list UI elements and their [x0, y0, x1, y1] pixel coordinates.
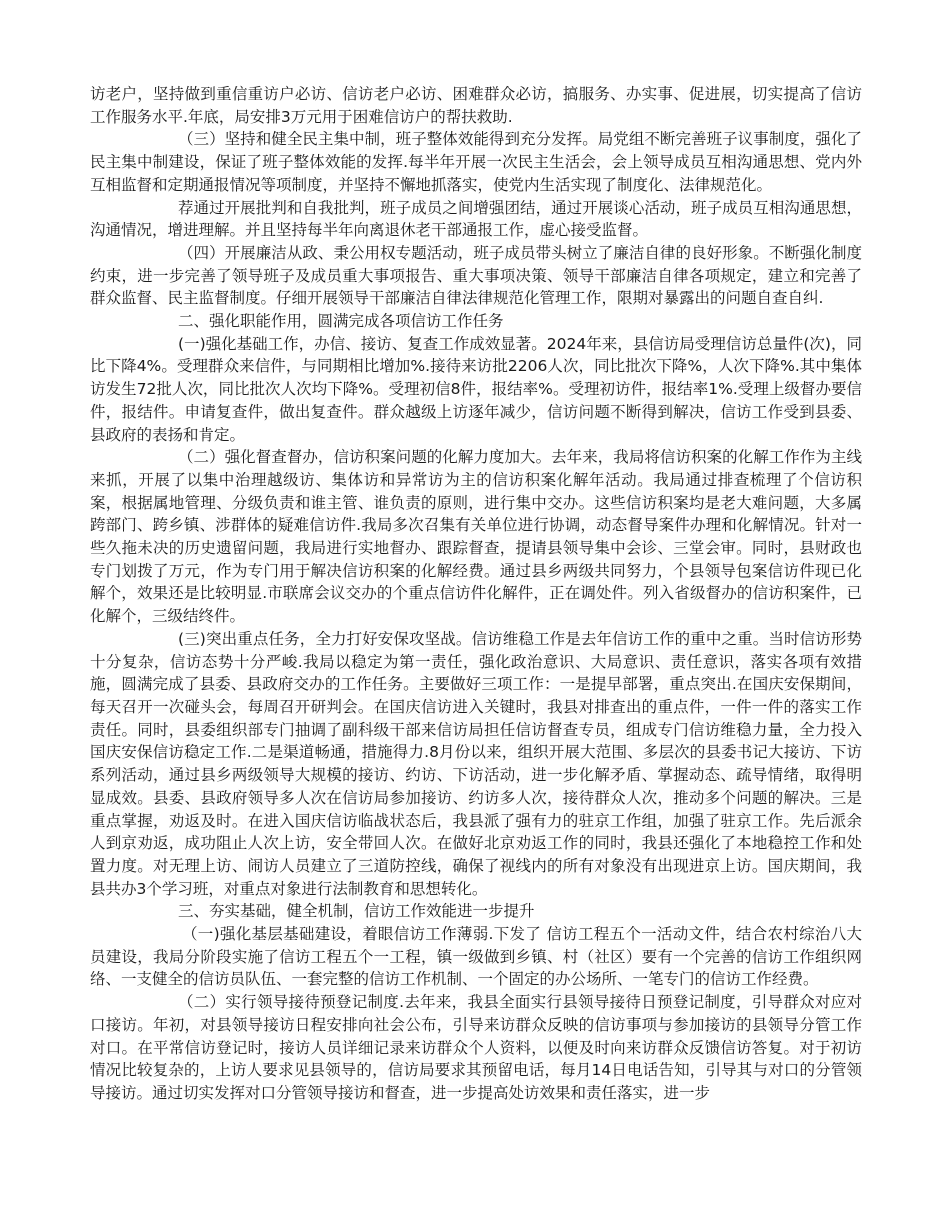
paragraph-continued-intro: 访老户，坚持做到重信重访户必访、信访老户必访、困难群众必访，搞服务、办实事、促进展，切实提高了信访工作服务水平.年底，局安排3万元用于困难信访户的帮扶救助.: [90, 85, 862, 126]
paragraph-grassroots-building: （一)强化基层基础建设，着眼信访工作薄弱.下发了 信访工程五个一活动文件，结合农村综治八大员建设，我局分阶段实施了信访工程五个一工程，镇一级做到乡镇、村（社区）要有一个完善的信访工作组织网络、一支健全的信访员队伍、一套完整的信访工作机制、一个固定的办公场所、一笔专门的信访工作经费。: [90, 925, 862, 989]
paragraph-key-tasks: (三)突出重点任务，全力打好安保攻坚战。信访维稳工作是去年信访工作的重中之重。当时信访形势十分复杂，信访态势十分严峻.我局以稳定为第一责任，强化政治意识、大局意识、责任意识，落实各项有效措施，圆满完成了县委、县政府交办的工作任务。主要做好三项工作：一是提早部署，重点突出.在国庆安保期间，每天召开一次碰头会，每周召开研判会。在国庆信访进入关键时，我县对排查出的重点件，一件一件的落实工作责任。同时，县委组织部专门抽调了副科级干部来信访局担任信访督查专员，组成专门信访维稳力量，全力投入国庆安保信访稳定工作.二是渠道畅通，措施得力.8月份以来，组织开展大范围、多层次的县委书记大接访、下访系列活动，通过县乡两级领导大规模的接访、约访、下访活动，进一步化解矛盾、掌握动态、疏导情绪，取得明显成效。县委、县政府领导多人次在信访局参加接访、约访多人次，接待群众人次，推动多个问题的解决。三是重点掌握，劝返及时。在进入国庆信访临战状态后，我县派了强有力的驻京工作组，加强了驻京工作。先后派余人到京劝返，成功阻止人次上访，安全带回人次。在做好北京劝返工作的同时，我县还强化了本地稳控工作和处置力度。对无理上访、闹访人员建立了三道防控线，确保了视线内的所有对象没有出现进京上访。国庆期间，我县共办3个学习班，对重点对象进行法制教育和思想转化。: [90, 629, 862, 898]
section-heading-3: 三、夯实基础，健全机制，信访工作效能进一步提升: [178, 902, 535, 921]
paragraph-supervision: （二）强化督查督办，信访积案问题的化解力度加大。去年来，我局将信访积案的化解工作作为主线来抓，开展了以集中治理越级访、集体访和异常访为主的信访积案化解年活动。我局通过排查梳理了个信访积案，根据属地管理、分级负责和谁主管、谁负责的原则，进行集中交办。这些信访积案均是老大难问题，大多属跨部门、跨乡镇、涉群体的疑难信访件.我局多次召集有关单位进行协调，动态督导案件办理和化解情况。针对一些久拖未决的历史遗留问题，我局进行实地督办、跟踪督查，提请县领导集中会诊、三堂会审。同时，县财政也专门划拨了万元，作为专门用于解决信访积案的化解经费。通过县乡两级共同努力，个县领导包案信访件现已化解个，效果还是比较明显.市联席会议交办的个重点信访件化解件，正在调处件。列入省级督办的信访积案件，已化解个，三级结终件。: [90, 448, 862, 626]
paragraph-pre-registration: （二）实行领导接待预登记制度.去年来，我县全面实行县领导接待日预登记制度，引导群众对应对口接访。年初，对县领导接访日程安排向社会公布，引导来访群众反映的信访事项与参加接访的县领导分管工作对口。在平常信访登记时，接访人员详细记录来访群众个人资料，以便及时向来访群众反馈信访答复。对于初访情况比较复杂的，上访人要求见县领导的，信访局要求其预留电话，每月14日电话告知，引导其与对口的分管领导接访。通过切实发挥对口分管领导接访和督查，进一步提高处访效果和责任落实，进一步: [90, 993, 862, 1102]
section-heading-2: 二、强化职能作用，圆满完成各项信访工作任务: [178, 312, 504, 331]
paragraph-section-4-integrity: （四）开展廉洁从政、秉公用权专题活动，班子成员带头树立了廉洁自律的良好形象。不断强化制度约束，进一步完善了领导班子及成员重大事项报告、重大事项决策、领导干部廉洁自律各项规定，建立和完善了群众监督、民主监督制度。仔细开展领导干部廉洁自律法律规范化管理工作，限期对暴露出的问题自查自纠.: [90, 243, 862, 308]
paragraph-basic-work: (一)强化基础工作，办信、接访、复查工作成效显著。2024年来，县信访局受理信访总量件(次)，同比下降4%。受理群众来信件，与同期相比增加%.接待来访批2206人次，同比批次下降%，人次下降%.其中集体访发生72批人次，同比批次人次均下降%。受理初信8件，报结率%。受理初访件，报结率1%.受理上级督办要信件，报结件。申请复查件，做出复查件。群众越级上访逐年减少，信访问题不断得到解决，信访工作受到县委、县政府的表扬和肯定。: [90, 334, 862, 444]
paragraph-criticism-self-criticism: 荐通过开展批判和自我批判，班子成员之间增强团结，通过开展谈心活动，班子成员互相沟通思想，沟通情况，增进理解。并且坚持每半年向离退休老干部通报工作，虚心接受监督。: [90, 198, 862, 240]
document-body: [90, 83, 862, 1105]
paragraph-section-3-democratic-centralism: （三）坚持和健全民主集中制，班子整体效能得到充分发挥。局党组不断完善班子议事制度，强化了民主集中制建设，保证了班子整体效能的发挥.每半年开展一次民主生活会，会上领导成员互相沟通思想、党内外互相监督和定期通报情况等项制度，并坚持不懈地抓落实，使党内生活实现了制度化、法律规范化。: [90, 130, 862, 194]
